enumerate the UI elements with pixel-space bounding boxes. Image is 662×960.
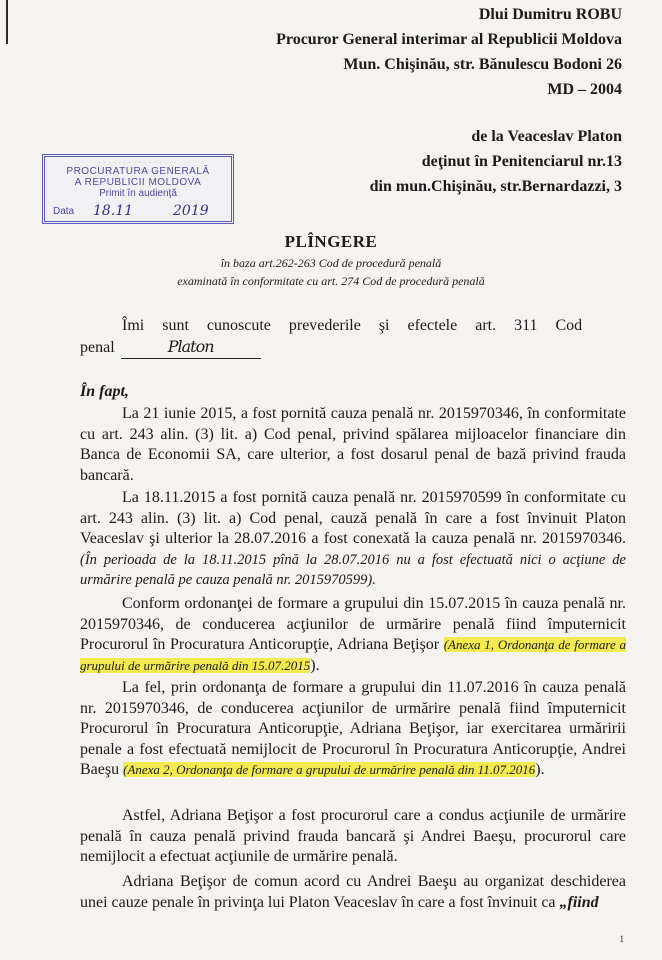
legal-basis: în baza art.262-263 Cod de procedură penală <box>220 256 442 270</box>
signature-line <box>121 337 261 360</box>
stamp-date-label: Data <box>53 206 75 217</box>
sender-location: deţinut în Penitenciarul nr.13 <box>421 153 622 170</box>
margin-mark <box>6 0 8 44</box>
paragraph-3-text: Conform ordonanţei de formare a grupului din 15.07.2015 în cauza penală nr. 2015970346, de conducerea acţiunilor de urmărire penală fiind împuternicit Procurorul în Procuratura Anticorupţie, Adriana Beţişor <box>80 595 626 653</box>
stamp-line-1: PROCURATURA GENERALĂ <box>66 166 210 177</box>
annex-1-reference: (Anexa 1, Ordonanţa de formare a grupului de urmărire penală din 15.07.2015 <box>80 637 627 673</box>
stamp-handwritten-day: 18.11 <box>93 203 134 219</box>
examination-basis: examinată în conformitate cu art. 274 Cod de procedură penală <box>177 274 485 288</box>
paragraph-4-end: ). <box>535 761 545 778</box>
section-heading: În fapt, <box>80 383 129 400</box>
intro-text: Îmi sunt cunoscute prevederile şi efectele art. 311 Cod <box>122 317 583 334</box>
paragraph-3-end: ). <box>310 656 320 674</box>
sender-address: din mun.Chişinău, str.Bernardazzi, 3 <box>369 178 622 195</box>
stamp-small-print: · · · · · · · · · · · · · · · · <box>98 160 178 166</box>
page-number: 1 <box>619 934 624 944</box>
intro-paragraph <box>80 316 626 359</box>
addressee-name: Dlui Dumitru ROBU <box>478 6 622 23</box>
sender-block <box>370 124 622 199</box>
addressee-street: Mun. Chişinău, str. Bănulescu Bodoni 26 <box>343 56 622 73</box>
paragraph-1-text: La 21 iunie 2015, a fost pornită cauza penală nr. 2015970346, în conformitate cu art. 243 alin. (3) lit. a) Cod penal, privind spălarea mijloacelor financiare din Banca de Economii SA, care ulterior, a fost dosarul penal de bază privind frauda bancară. <box>80 405 626 484</box>
paragraph-4-text: La fel, prin ordonanţa de formare a grupului din 11.07.2016 în cauza penală nr. 2015970346, de conducerea acţiunilor de urmărire penală fiind împuternicit Procurorul în Procuratura Anticorupţie, Adriana Beţişor, iar exercitarea urmăririi penale a fost efectuată nemijlocit de Procurorul în Procuratura Anticorupţie, Andrei Baeşu <box>80 679 626 778</box>
paragraph-2 <box>80 488 626 591</box>
handwritten-signature: Platon <box>167 336 214 356</box>
addressee-postal: MD – 2004 <box>547 81 622 98</box>
paragraph-1 <box>80 404 626 486</box>
document-title: PLÎNGERE <box>284 232 378 251</box>
annex-2-reference: (Anexa 2, Ordonanţa de formare a grupului de urmărire penală din 11.07.2016 <box>123 762 536 777</box>
paragraph-5-text: Astfel, Adriana Beţişor a fost procurorul care a condus acţiunile de urmărire penală în cauza penală privind frauda bancară şi Andrei Baeşu, procurorul care nemijlocit a efectuat acţiunile de urmărire penală. <box>80 807 626 865</box>
paragraph-6-text: Adriana Beţişor de comun acord cu Andrei Baeşu au organizat deschiderea unei cauze penale în privinţa lui Platon Veaceslav în care a fost învinuit ca <box>80 873 626 911</box>
paragraph-3 <box>80 594 626 676</box>
paragraph-2-text: La 18.11.2015 a fost pornită cauza penală nr. 2015970599 în conformitate cu art. 243 alin. (3) lit. a) Cod penal, cauză penală în care a fost învinuit Platon Veaceslav şi ulterior la 28.07.2016 a fost conexată la cauza penală nr. 2015970346. <box>80 489 626 547</box>
paragraph-6 <box>80 872 626 913</box>
stamp-line-2: A REPUBLICII MOLDOVA <box>74 177 202 188</box>
reception-stamp <box>42 154 234 224</box>
sender-name: de la Veaceslav Platon <box>471 128 622 145</box>
paragraph-2-note: (În perioada de la 18.11.2015 pînă la 28.07.2016 nu a fost efectuată nici o acţiune de urmărire penală pe cauza penală nr. 2015970599). <box>80 551 626 588</box>
stamp-line-3: Primit în audienţă <box>99 188 177 199</box>
paragraph-5 <box>80 806 626 868</box>
addressee-block <box>276 2 622 102</box>
addressee-title: Procuror General interimar al Republicii Moldova <box>276 31 622 48</box>
paragraph-6-quote: „fiind <box>559 893 599 911</box>
paragraph-4 <box>80 678 626 781</box>
stamp-handwritten-year: 2019 <box>173 203 209 219</box>
intro-cont: penal <box>80 338 115 356</box>
